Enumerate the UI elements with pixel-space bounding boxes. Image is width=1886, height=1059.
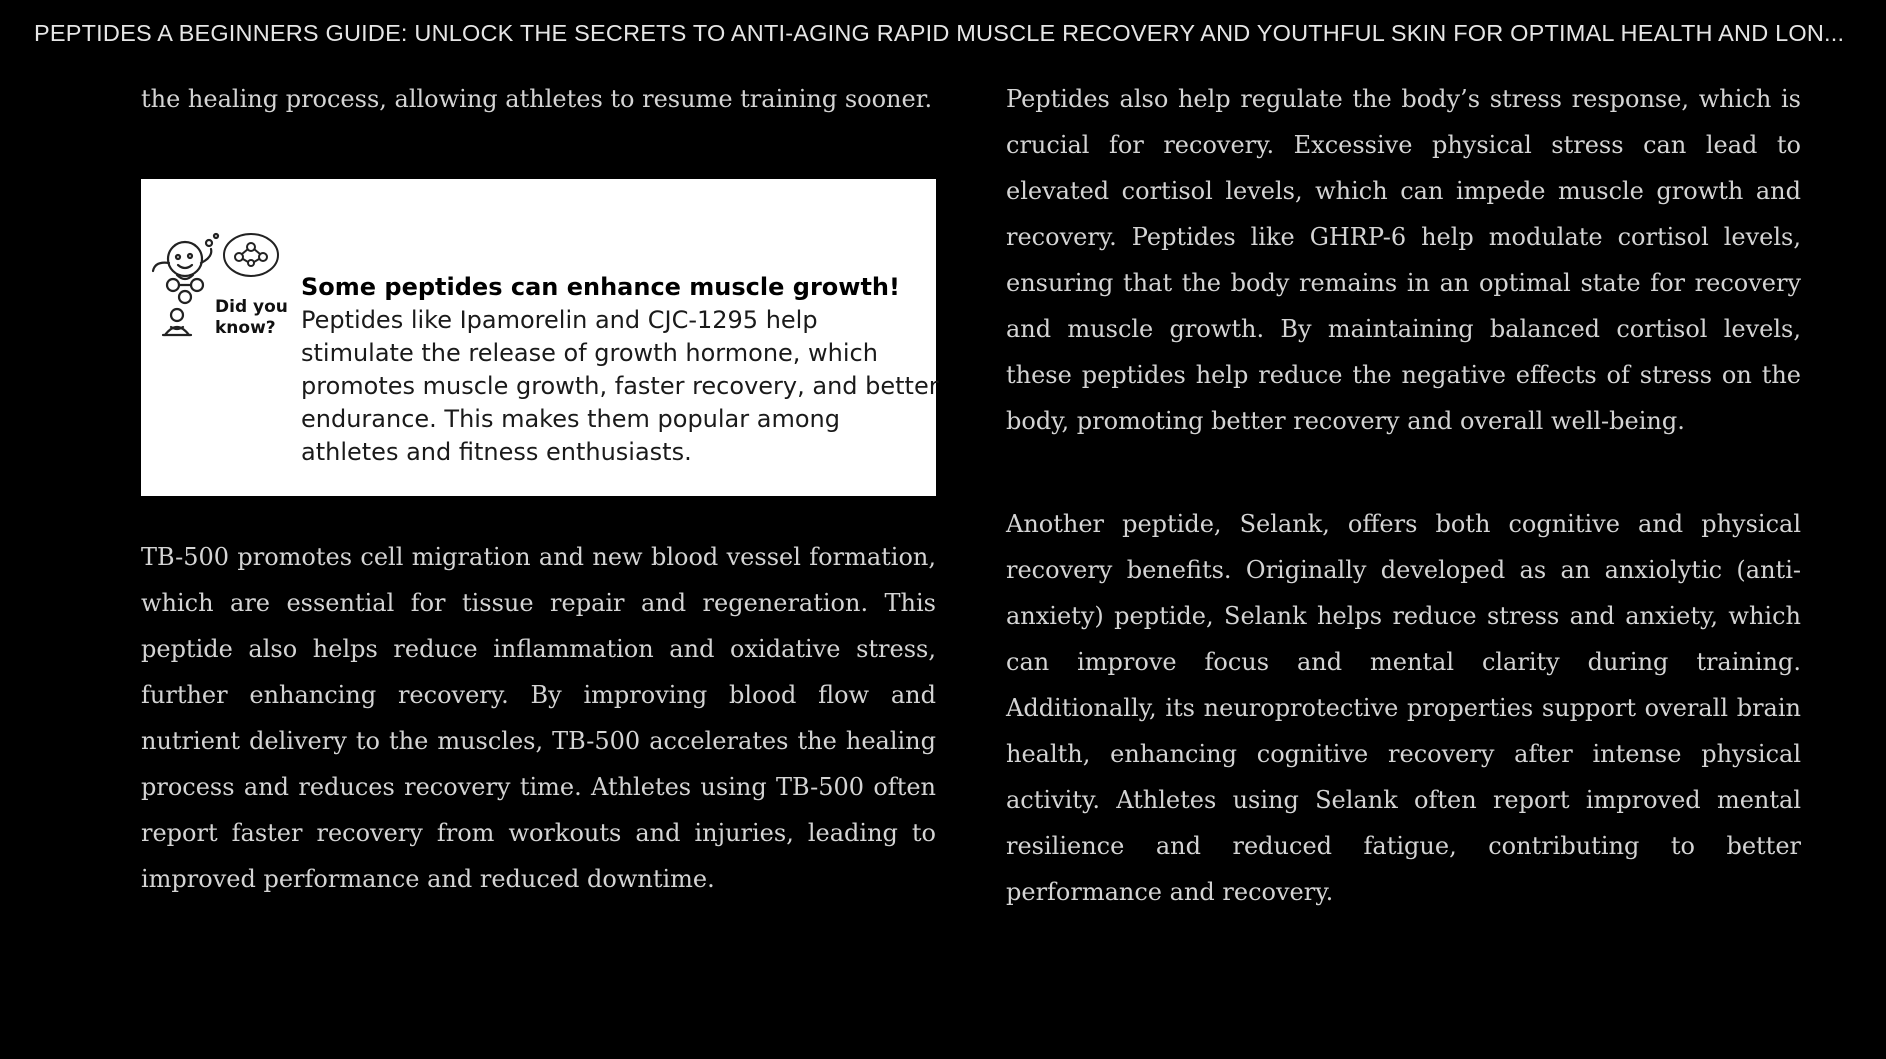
- paragraph-tb500: TB-500 promotes cell migration and new blood vessel formation, which are essential for tissue repair and regeneration. This peptide also helps reduce inflammation and oxidative stress, further enhancing recovery. By improving blood flow and nutrient delivery to the muscles, TB-500 accelerates the healing process and reduces recovery time. Athletes using TB-500 often report faster recovery from workouts and injuries, leading to improved performance and reduced downtime.: [141, 543, 936, 893]
- right-column: [1006, 76, 1801, 915]
- left-column: [141, 76, 939, 902]
- paragraph-stress-response: Peptides also help regulate the body’s stress response, which is crucial for recovery. Excessive physical stress can lead to elevated cortisol levels, which can impede muscle growth and recovery. Peptides like GHRP-6 help modulate cortisol levels, ensuring that the body remains in an optimal state for recovery and muscle growth. By maintaining balanced cortisol levels, these peptides help reduce the negative effects of stress on the body, promoting better recovery and overall well-being.: [1006, 85, 1801, 435]
- callout-text: [301, 238, 941, 469]
- paragraph-selank: Another peptide, Selank, offers both cognitive and physical recovery benefits. Originally developed as an anxiolytic (anti-anxiety) peptide, Selank helps reduce stress and anxiety, which can improve focus and mental clarity during training. Additionally, its neuroprotective properties support overall brain health, enhancing cognitive recovery after intense physical activity. Athletes using Selank often report improved mental resilience and reduced fatigue, contributing to better performance and recovery.: [1006, 510, 1801, 906]
- badge-line-2: know?: [215, 318, 276, 338]
- did-you-know-callout: [141, 179, 939, 496]
- cartoon-molecule-character-icon: [145, 227, 223, 342]
- book-title: PEPTIDES A BEGINNERS GUIDE: UNLOCK THE SECRETS TO ANTI-AGING RAPID MUSCLE RECOVERY AND YOUTHFUL SKIN FOR OPTIMAL HEALTH AND LON...: [34, 20, 1845, 46]
- did-you-know-badge: [215, 297, 295, 339]
- badge-line-1: Did you: [215, 297, 288, 317]
- molecule-bubble-icon: [219, 231, 281, 279]
- paragraph-continued: the healing process, allowing athletes to resume training sooner.: [141, 85, 933, 113]
- callout-heading: Some peptides can enhance muscle growth!: [301, 273, 900, 301]
- callout-body: Peptides like Ipamorelin and CJC-1295 help stimulate the release of growth hormone, which promotes muscle growth, faster recovery, and better endurance. This makes them popular among athletes and fitness enthusiasts.: [301, 306, 939, 466]
